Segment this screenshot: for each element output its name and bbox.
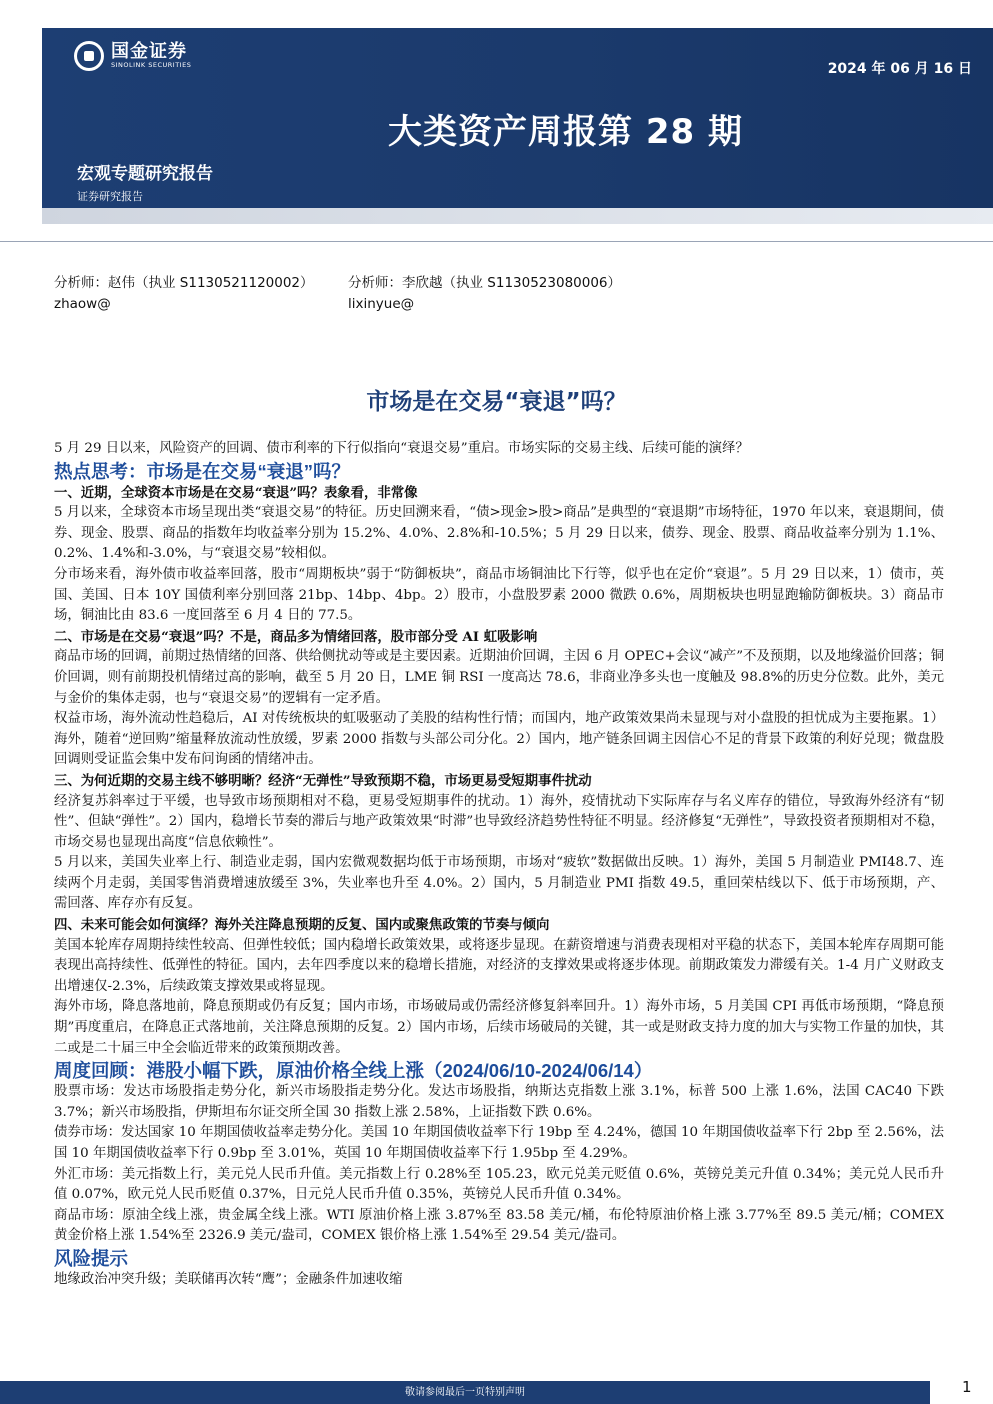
company-logo — [74, 41, 191, 71]
question-1: 一、近期，全球资本市场是在交易“衰退”吗？表象看，非常像 — [54, 484, 418, 501]
paragraph: 权益市场，海外流动性趋稳后，AI 对传统板块的虹吸驱动了美股的结构性行情；而国内，地产政策效果尚未显现与对小盘股的担忧成为主要拖累。1）海外，随着“逆回购”缩量释放流动性放缓，罗素 2000 指数与头部公司分化。2）国内，地产链条回调主因信心不足的背景下政策的利好兑现；微盘股回调则受证监会集中发布问询函的情绪冲击。 — [54, 711, 944, 768]
logo-name-cn: 国金证券 — [111, 40, 187, 62]
paragraph: 商品市场：原油全线上涨，贵金属全线上涨。WTI 原油价格上涨 3.87%至 83.58 美元/桶，布伦特原油价格上涨 3.77%至 89.5 美元/桶；COMEX 黄金价格上涨 1.54%至 2326.9 美元/盎司，COMEX 银价格上涨 1.54%至 29.54 美元/盎司。 — [54, 1207, 944, 1244]
section-heading-weekly-review: 周度回顾：港股小幅下跌，原油价格全线上涨（2024/06/10-2024/06/14） — [54, 1060, 653, 1082]
report-date: 2024 年 06 月 16 日 — [827, 61, 972, 77]
paragraph: 5 月以来，美国失业率上行、制造业走弱，国内宏微观数据均低于市场预期，市场对“疲软”数据做出反映。1）海外，美国 5 月制造业 PMI48.7、连续两个月走弱，美国零售消费增速放缓至 3%，失业率也升至 4.0%。2）国内，5 月制造业 PMI 指数 49.5，重回荣枯线以下、低于市场预期，产、需回落、库存亦有反复。 — [54, 855, 944, 912]
paragraph: 美国本轮库存周期持续性较高、但弹性较低；国内稳增长政策效果，或将逐步显现。在薪资增速与消费表现相对平稳的状态下，美国本轮库存周期可能表现出高持续性、低弹性的特征。国内，去年四季度以来的稳增长措施，对经济的支撑效果或将逐步体现。前期政策发力滞缓有关。1-4 月广义财政支出增速仅-2.3%，后续政策支撑效果或将显现。 — [54, 937, 944, 994]
paragraph: 海外市场，降息落地前，降息预期或仍有反复；国内市场，市场破局或仍需经济修复斜率回升。1）海外市场，5 月美国 CPI 再低市场预期，“降息预期”再度重启，在降息正式落地前，关注降息预期的反复。2）国内市场，后续市场破局的关键，其一或是财政支持力度的加大与实物工作量的加快，其二或是二十届三中全会临近带来的政策预期改善。 — [54, 999, 944, 1056]
main-headline: 市场是在交易“衰退”吗？ — [366, 389, 627, 415]
analyst-1-name: 分析师：赵伟（执业 S1130521120002） — [54, 275, 314, 291]
intro-paragraph: 5 月 29 日以来，风险资产的回调、债市利率的下行似指向“衰退交易”重启。市场实际的交易主线、后续可能的演绎？ — [54, 441, 749, 456]
analyst-1 — [54, 273, 314, 315]
question-4: 四、未来可能会如何演绎？海外关注降息预期的反复、国内或聚焦政策的节奏与倾向 — [54, 917, 550, 934]
report-body — [54, 439, 944, 1291]
page-number: 1 — [962, 1378, 972, 1396]
paragraph: 5 月以来，全球资本市场呈现出类“衰退交易”的特征。历史回溯来看，“债>现金>股>商品”是典型的“衰退期”市场特征，1970 年以来，衰退期间，债券、现金、股票、商品的指数年均收益率分别为 15.2%、4.0%、2.8%和-10.5%；5 月 29 日以来，债券、现金、股票、商品收益率分别为 1.1%、0.2%、1.4%和-3.0%，与“衰退交易”较相似。 — [54, 505, 944, 562]
analyst-2-name: 分析师：李欣越（执业 S1130523080006） — [348, 275, 622, 291]
question-2: 二、市场是在交易“衰退”吗？不是，商品多为情绪回落，股市部分受 AI 虹吸影响 — [54, 628, 538, 645]
logo-name-en: SINOLINK SECURITIES — [111, 60, 192, 69]
paragraph: 债券市场：发达国家 10 年期国债收益率走势分化。美国 10 年期国债收益率下行 19bp 至 4.24%，德国 10 年期国债收益率下行 2bp 至 2.56%，法国 10 年期国债收益率下行 0.9bp 至 3.01%，英国 10 年期国债收益率下行 1.95bp 至 4.29%。 — [54, 1125, 944, 1161]
footer-notice: 敬请参阅最后一页特别声明 — [0, 1381, 930, 1404]
logo-icon — [74, 41, 104, 71]
header-divider — [0, 241, 993, 242]
section-heading-risk: 风险提示 — [54, 1247, 129, 1269]
paragraph: 分市场来看，海外债市收益率回落，股市“周期板块”弱于“防御板块”，商品市场铜油比下行等，似乎也在定价“衰退”。5 月 29 日以来，1）债市，英国、美国、日本 10Y 国债利率分别回落 21bp、14bp、4bp。2）股市，小盘股罗素 2000 微跌 0.6%，周期板块也明显跑输防御板块。3）商品市场，铜油比由 83.6 一度回落至 6 月 4 日的 77.5。 — [54, 566, 944, 624]
section-heading-hot-topic: 热点思考：市场是在交易“衰退”吗？ — [54, 460, 351, 482]
paragraph: 商品市场的回调，前期过热情绪的回落、供给侧扰动等或是主要因素。近期油价回调，主因 6 月 OPEC+会议“减产”不及预期，以及地缘溢价回落；铜价回调，则有前期投机情绪过高的影响，截至 5 月 20 日，LME 铜 RSI 一度高达 78.6，非商业净多头也一度触及 98.8%的历史分位数。此外，美元与金价的集体走弱，也与“衰退交易”的逻辑有一定矛盾。 — [54, 649, 944, 706]
paragraph: 外汇市场：美元指数上行，美元兑人民币升值。美元指数上行 0.28%至 105.23，欧元兑美元贬值 0.6%，英镑兑美元升值 0.34%；美元兑人民币升值 0.07%，欧元兑人民币贬值 0.37%，日元兑人民币升值 0.35%，英镑兑人民币升值 0.34%。 — [54, 1166, 944, 1203]
analyst-2-email: lixinyue@ — [348, 296, 415, 312]
report-type: 宏观专题研究报告 — [77, 164, 213, 184]
paragraph: 经济复苏斜率过于平缓，也导致市场预期相对不稳，更易受短期事件的扰动。1）海外，疫情扰动下实际库存与名义库存的错位，导致海外经济有“韧性”、但缺“弹性”。2）国内，稳增长节奏的滞后与地产政策效果“时滞”也导致经济趋势性特征不明显。经济修复“无弹性”，导致投资者预期相对不稳，市场交易也显现出高度“信息依赖性”。 — [54, 793, 944, 850]
paragraph: 股票市场：发达市场股指走势分化，新兴市场股指走势分化。发达市场股指，纳斯达克指数上涨 3.1%，标普 500 上涨 1.6%，法国 CAC40 下跌 3.7%；新兴市场股指，伊斯坦布尔证交所全国 30 指数上涨 2.58%，上证指数下跌 0.6%。 — [54, 1084, 944, 1120]
report-category: 证券研究报告 — [77, 190, 143, 203]
paragraph: 地缘政治冲突升级；美联储再次转“鹰”；金融条件加速收缩 — [54, 1271, 403, 1287]
analyst-1-email: zhaow@ — [54, 296, 111, 312]
report-title: 大类资产周报第 28 期 — [388, 112, 743, 152]
question-3: 三、为何近期的交易主线不够明晰？经济“无弹性”导致预期不稳，市场更易受短期事件扰动 — [54, 772, 592, 789]
analyst-2 — [348, 273, 621, 315]
report-header — [42, 28, 993, 208]
